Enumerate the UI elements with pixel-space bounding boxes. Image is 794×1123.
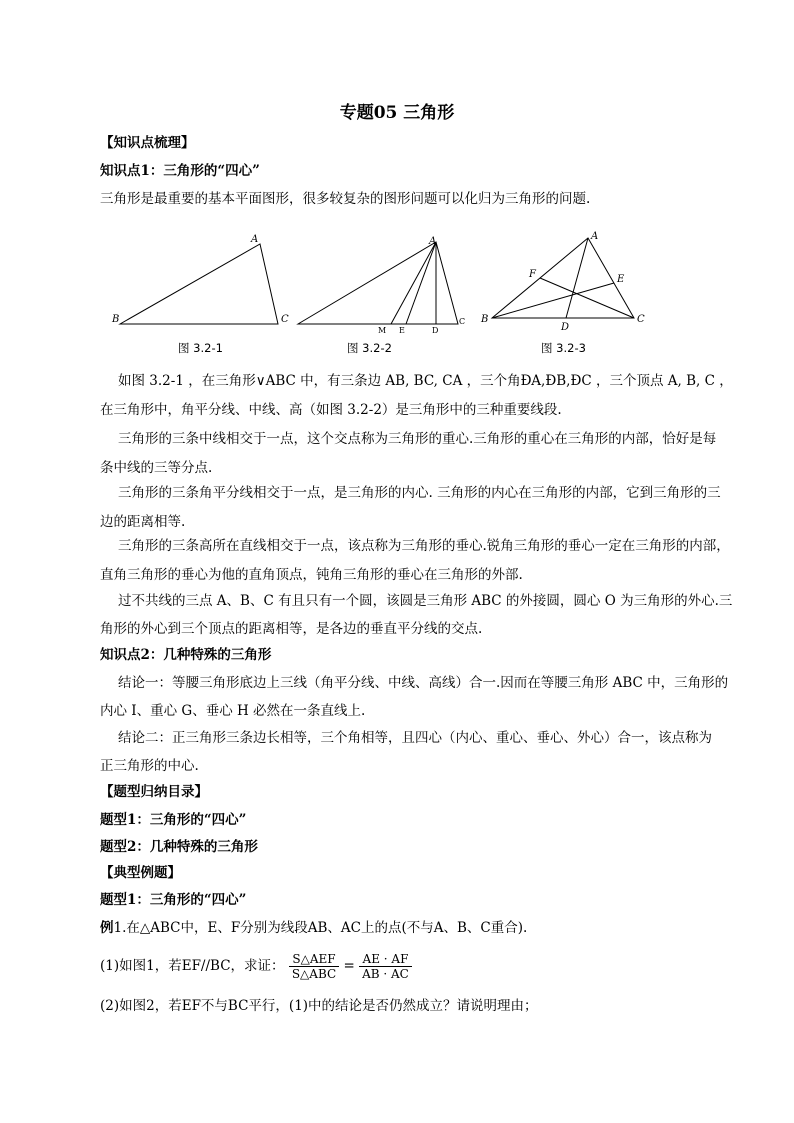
figure-label: A xyxy=(591,231,599,242)
paragraph-line: 边的距离相等. xyxy=(100,514,186,530)
figure-caption: 图 3.2-1 xyxy=(178,341,223,355)
figure-label: D xyxy=(561,322,570,333)
example-text: 1.在△ABC中，E、F分别为线段AB、AC上的点(不与A、B、C重合). xyxy=(113,920,528,936)
fraction-numerator: S△AEF xyxy=(289,952,339,967)
figure-label: F xyxy=(529,269,536,280)
figure-caption: 图 3.2-2 xyxy=(347,341,392,355)
figure-label: M xyxy=(378,326,387,334)
fraction-denominator: S△ABC xyxy=(291,967,337,981)
figure-label: D xyxy=(432,326,439,334)
section-heading-types: 【题型归纳目录】 xyxy=(100,784,208,800)
section-heading-examples: 【典型例题】 xyxy=(100,865,181,881)
kp1-title: 知识点1：三角形的“四心” xyxy=(100,163,260,179)
figure-3-2-1 xyxy=(110,230,295,330)
paragraph-line: 三角形的三条中线相交于一点，这个交点称为三角形的重心.三角形的重心在三角形的内部，恰好是每 xyxy=(118,431,717,447)
paragraph-line: 正三角形的中心. xyxy=(100,758,199,774)
example-label: 例 xyxy=(100,920,114,936)
paragraph-line: 三角形的三条角平分线相交于一点，是三角形的内心. 三角形的内心在三角形的内部，它到三角形的三 xyxy=(118,485,721,501)
question-text: (1)如图1，若EF//BC，求证： xyxy=(100,958,285,974)
fraction-denominator: AB · AC xyxy=(362,967,409,981)
example-type-heading: 题型1：三角形的“四心” xyxy=(100,892,247,908)
figure-label: B xyxy=(481,314,489,325)
example-1-question-1 xyxy=(100,950,720,982)
paragraph-line: 角形的外心到三个顶点的距离相等，是各边的垂直平分线的交点. xyxy=(100,621,483,637)
page-title: 专题05 三角形 xyxy=(339,103,455,123)
area-ratio-fraction xyxy=(289,952,339,981)
kp2-title: 知识点2：几种特殊的三角形 xyxy=(100,647,272,663)
figure-3-2-2 xyxy=(290,232,475,334)
figure-label: C xyxy=(637,314,645,325)
fraction-numerator: AE · AF xyxy=(359,952,412,967)
paragraph-line: 三角形的三条高所在直线相交于一点，该点称为三角形的垂心.锐角三角形的垂心一定在三角形的内部， xyxy=(118,538,730,554)
figure-label: A xyxy=(251,234,259,245)
figure-label: B xyxy=(112,314,120,325)
paragraph-line: 如图 3.2-1 ，在三角形∨ABC 中，有三条边 AB, BC, CA ，三个角ÐA,ÐB,ÐC ，三个顶点 A, B, C ， xyxy=(118,373,733,389)
section-heading-knowledge: 【知识点梳理】 xyxy=(100,135,195,151)
type-list-item: 题型2：几种特殊的三角形 xyxy=(100,839,258,855)
figure-label: E xyxy=(617,274,625,285)
paragraph-line: 结论二：正三角形三条边长相等，三个角相等，且四心（内心、重心、垂心、外心）合一，该点称为 xyxy=(118,730,712,746)
paragraph-line: 直角三角形的垂心为他的直角顶点，钝角三角形的垂心在三角形的外部. xyxy=(100,567,523,583)
example-1-statement xyxy=(100,919,720,937)
figure-label: A xyxy=(429,236,437,247)
paragraph-line: 内心 I、重心 G、垂心 H 必然在一条直线上. xyxy=(100,703,366,719)
kp1-intro: 三角形是最重要的基本平面图形，很多较复杂的图形问题可以化归为三角形的问题. xyxy=(100,191,591,207)
paragraph-line: 过不共线的三点 A、B、C 有且只有一个圆，该圆是三角形 ABC 的外接圆，圆心 O 为三角形的外心.三 xyxy=(118,593,733,609)
figure-label: C xyxy=(281,314,289,325)
paragraph-line: 条中线的三等分点. xyxy=(100,460,213,476)
equals-sign: = xyxy=(343,958,355,974)
example-1-question-2: (2)如图2，若EF不与BC平行，(1)中的结论是否仍然成立？请说明理由； xyxy=(100,998,538,1014)
figure-caption: 图 3.2-3 xyxy=(541,341,586,355)
type-list-item: 题型1：三角形的“四心” xyxy=(100,812,247,828)
paragraph-line: 在三角形中，角平分线、中线、高（如图 3.2-2）是三角形中的三种重要线段. xyxy=(100,402,562,418)
figure-3-2-3 xyxy=(478,228,653,336)
paragraph-line: 结论一：等腰三角形底边上三线（角平分线、中线、高线）合一.因而在等腰三角形 ABC 中，三角形的 xyxy=(118,675,729,691)
side-ratio-fraction xyxy=(359,952,412,981)
figure-label: E xyxy=(399,326,405,334)
figure-label: C xyxy=(459,317,466,326)
